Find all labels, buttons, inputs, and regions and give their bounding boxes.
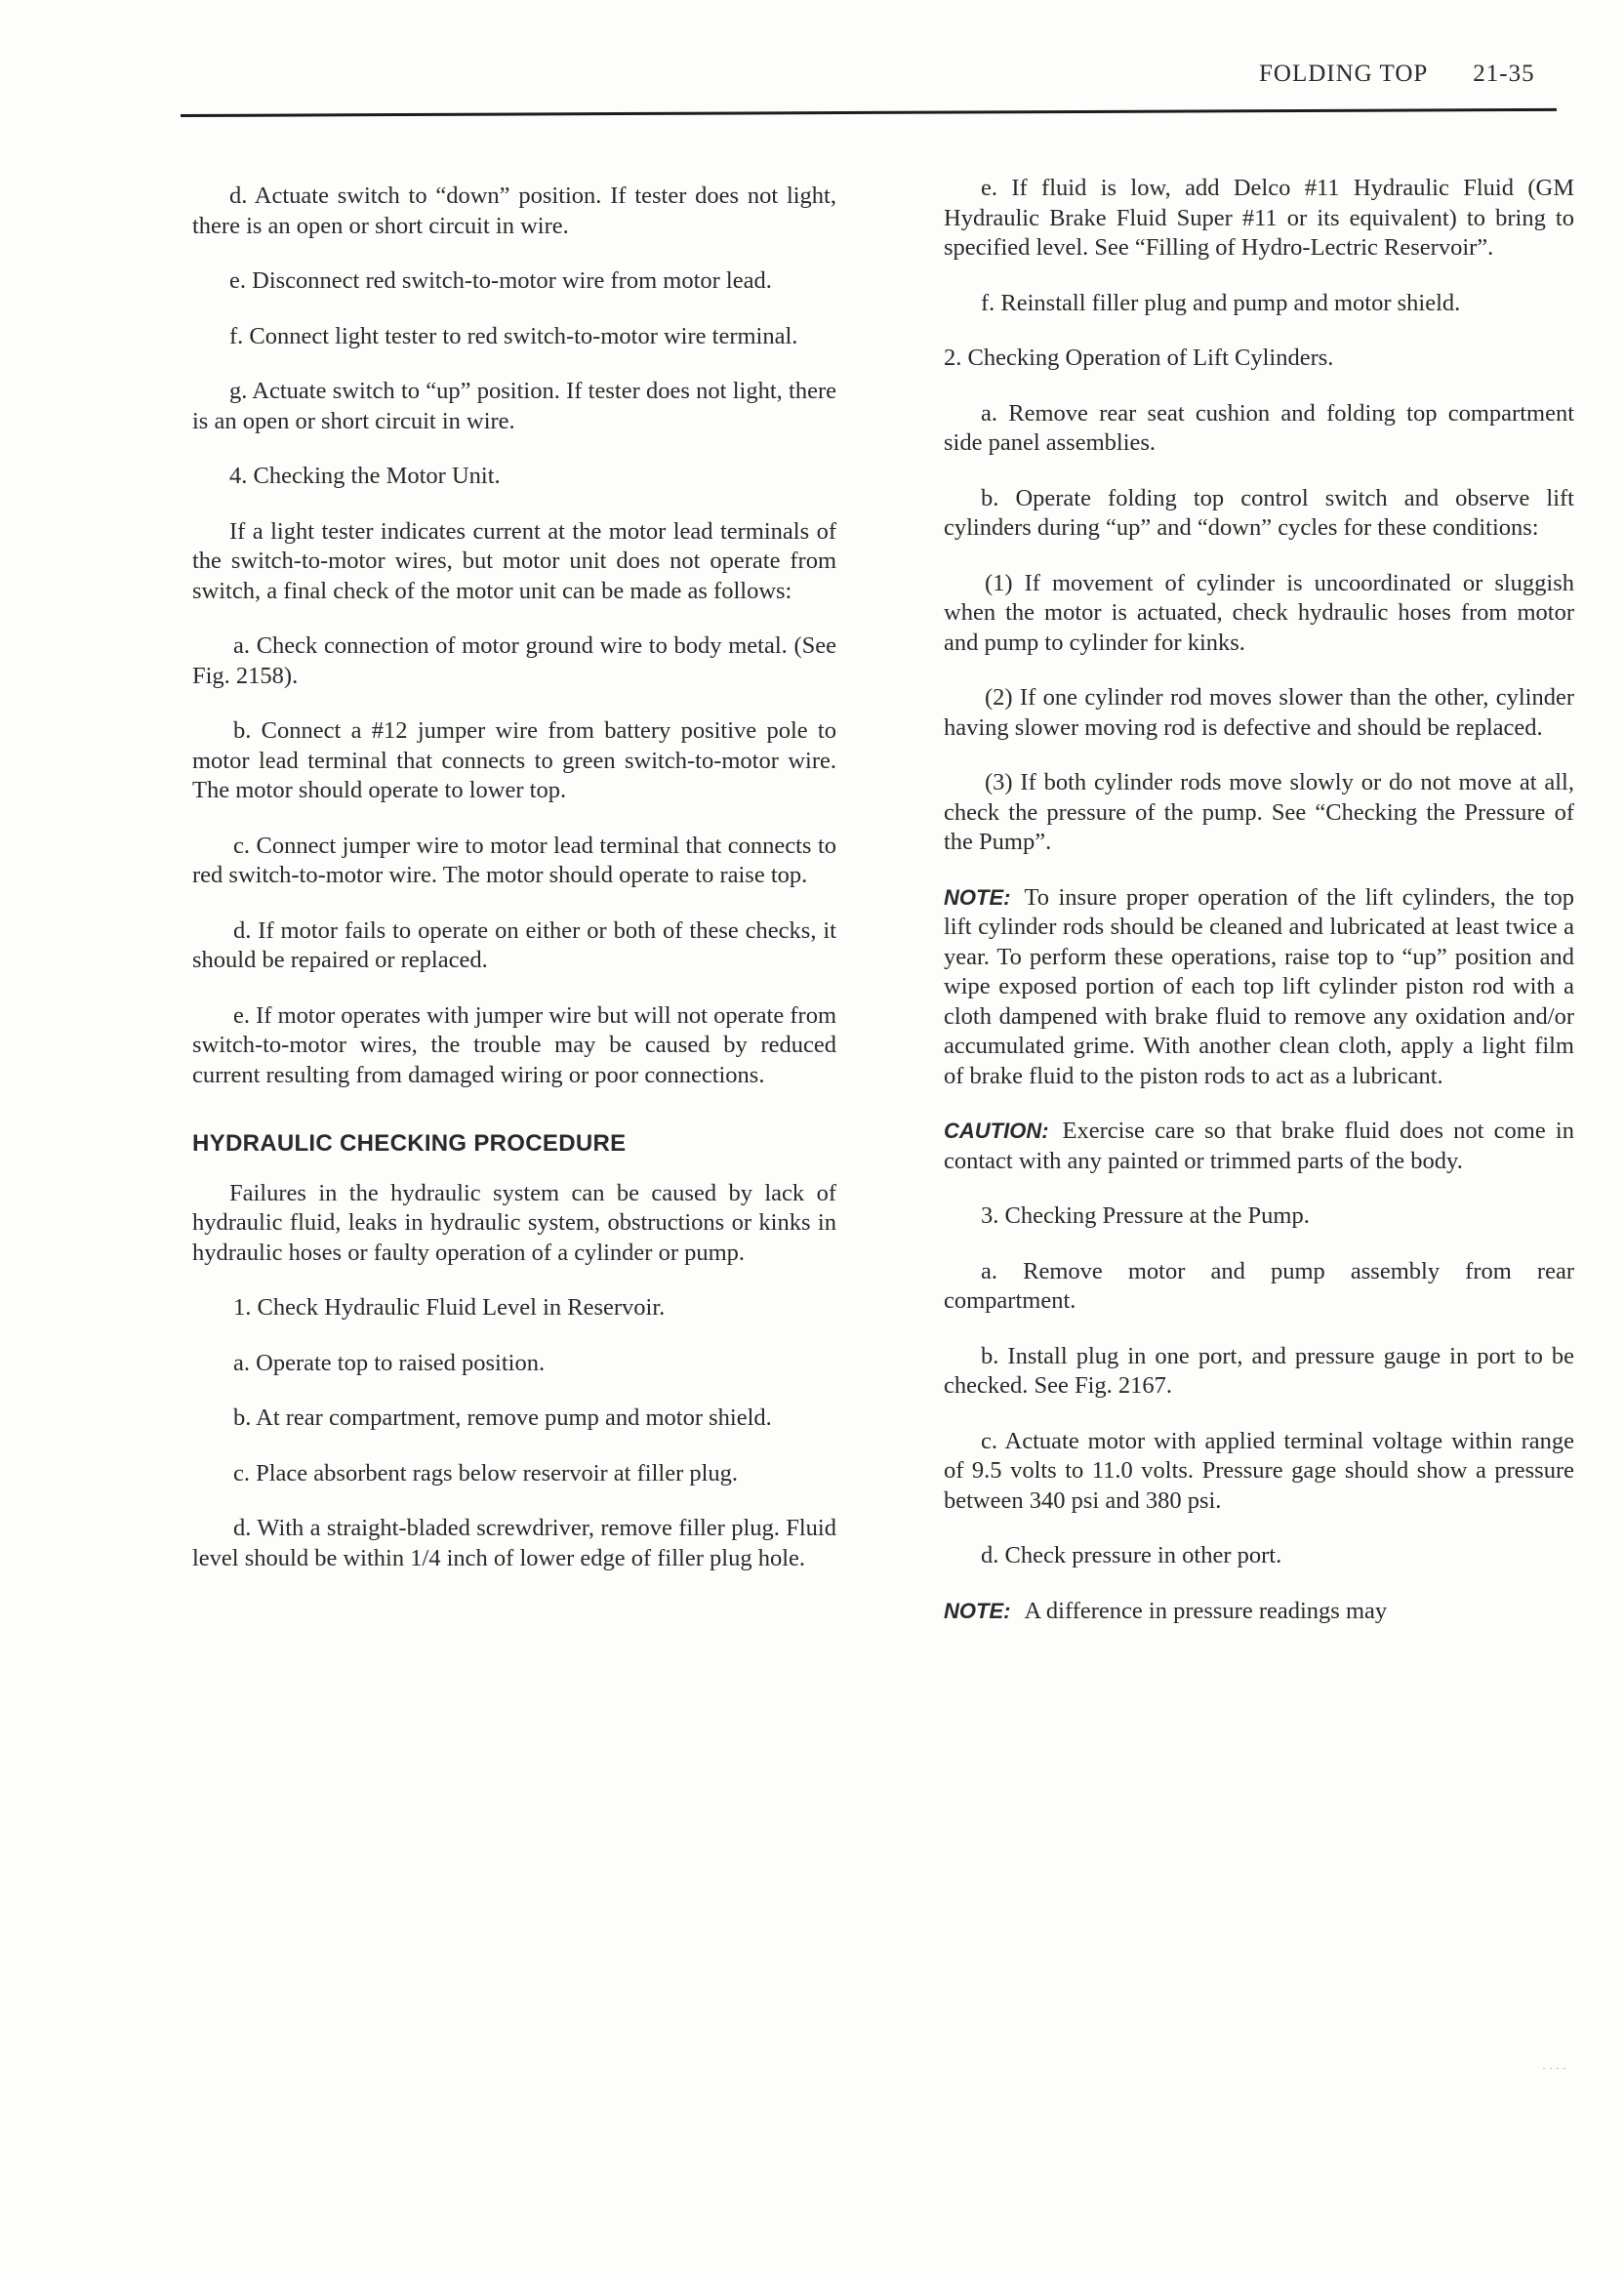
- page-number: 21-35: [1473, 61, 1535, 87]
- caution-text: Exercise care so that brake fluid does not come in contact with any painted or trimmed parts of the body.: [944, 1118, 1574, 1174]
- note-pressure-text: A difference in pressure readings may: [1024, 1597, 1388, 1624]
- step-1-check-fluid-level: 1. Check Hydraulic Fluid Level in Reservoir.: [233, 1294, 666, 1321]
- section-title: FOLDING TOP: [1259, 61, 1429, 87]
- motor-unit-intro: If a light tester indicates current at the motor lead terminals of the switch-to-motor wires, but motor unit does not operate from switch, a final check of the motor unit can be made as follows:: [192, 517, 836, 604]
- right-column: [944, 174, 1574, 1626]
- caution-brake-fluid: [944, 1117, 1574, 1176]
- step-b-install-plug: b. Install plug in one port, and pressure gauge in port to be checked. See Fig. 2167.: [944, 1342, 1574, 1399]
- step-e-reduced-current: e. If motor operates with jumper wire but will not operate from switch-to-motor wires, the trouble may be caused by reduced current resulting from damaged wiring or poor connections.: [192, 1001, 836, 1088]
- step-e-add-fluid: e. If fluid is low, add Delco #11 Hydraulic Fluid (GM Hydraulic Brake Fluid Super #11 or its equivalent) to bring to specified level. See “Filling of Hydro-Lectric Reservoir”.: [944, 175, 1574, 261]
- header-rule: [181, 108, 1557, 117]
- condition-2-slower-rod: (2) If one cylinder rod moves slower than the other, cylinder having slower moving rod is defective and should be replaced.: [944, 684, 1574, 741]
- step-a-ground-wire: a. Check connection of motor ground wire to body metal. (See Fig. 2158).: [192, 632, 836, 689]
- caution-label: CAUTION:: [944, 1119, 1049, 1143]
- step-d-check-other-port: d. Check pressure in other port.: [981, 1542, 1282, 1568]
- condition-3-slow-rods: (3) If both cylinder rods move slowly or do not move at all, check the pressure of the pump. See “Checking the Pressure of the Pump”.: [944, 769, 1574, 855]
- step-b-remove-shield: b. At rear compartment, remove pump and motor shield.: [233, 1405, 772, 1431]
- section-pressure-pump: 3. Checking Pressure at the Pump.: [981, 1202, 1310, 1229]
- note-label-2: NOTE:: [944, 1598, 1011, 1623]
- step-c-place-rags: c. Place absorbent rags below reservoir at filler plug.: [233, 1459, 739, 1486]
- hydraulic-heading: HYDRAULIC CHECKING PROCEDURE: [192, 1130, 627, 1157]
- section-lift-cylinders: 2. Checking Operation of Lift Cylinders.: [944, 345, 1334, 371]
- step-e-disconnect-red-wire: e. Disconnect red switch-to-motor wire from motor lead.: [229, 267, 772, 294]
- step-b-operate-switch: b. Operate folding top control switch and observe lift cylinders during “up” and “down” cycles for these conditions:: [944, 484, 1574, 541]
- note-pressure-difference: [944, 1597, 1574, 1627]
- step-b-jumper-wire: b. Connect a #12 jumper wire from battery positive pole to motor lead terminal that connects to green switch-to-motor wire. The motor should operate to lower top.: [192, 717, 836, 803]
- step-c-jumper-red: c. Connect jumper wire to motor lead terminal that connects to red switch-to-motor wire. The motor should operate to raise top.: [192, 832, 836, 888]
- step-f-connect-light-tester: f. Connect light tester to red switch-to-motor wire terminal.: [229, 322, 798, 349]
- condition-1-uncoordinated: (1) If movement of cylinder is uncoordinated or sluggish when the motor is actuated, check hydraulic hoses from motor and pump to cylinder for kinks.: [944, 569, 1574, 656]
- step-g-actuate-up: g. Actuate switch to “up” position. If tester does not light, there is an open or short circuit in wire.: [192, 378, 836, 434]
- section-checking-motor-unit: 4. Checking the Motor Unit.: [229, 463, 501, 489]
- left-column: [192, 174, 836, 1573]
- scan-artifact: ····: [1542, 2061, 1569, 2075]
- step-d-motor-fails: d. If motor fails to operate on either or both of these checks, it should be repaired or replaced.: [192, 916, 836, 973]
- step-a-remove-pump: a. Remove motor and pump assembly from rear compartment.: [944, 1257, 1574, 1314]
- note-lubrication-text: To insure proper operation of the lift cylinders, the top lift cylinder rods should be cleaned and lubricated at least twice a year. To perform these operations, raise top to “up” position and wipe exposed portion of each top lift cylinder piston rod with a cloth dampened with brake fluid to remove any oxidation and/or accumulated grime. With another clean cloth, apply a light film of brake fluid to the piston rods to act as a lubricant.: [944, 883, 1574, 1089]
- note-label: NOTE:: [944, 884, 1011, 910]
- step-c-actuate-motor: c. Actuate motor with applied terminal voltage within range of 9.5 volts to 11.0 volts. Pressure gage should show a pressure between 340 psi and 380 psi.: [944, 1427, 1574, 1514]
- step-f-reinstall-plug: f. Reinstall filler plug and pump and motor shield.: [981, 289, 1461, 316]
- hydraulic-intro: Failures in the hydraulic system can be caused by lack of hydraulic fluid, leaks in hydraulic system, obstructions or kinks in hydraulic hoses or faulty operation of a cylinder or pump.: [192, 1179, 836, 1266]
- step-a-raise-top: a. Operate top to raised position.: [233, 1349, 546, 1376]
- step-d-actuate-down: d. Actuate switch to “down” position. If tester does not light, there is an open or short circuit in wire.: [192, 183, 836, 239]
- note-lubrication: [944, 883, 1574, 1092]
- step-d-remove-filler-plug: d. With a straight-bladed screwdriver, remove filler plug. Fluid level should be within 1/4 inch of lower edge of filler plug hole.: [192, 1515, 836, 1571]
- step-a-remove-seat-cushion: a. Remove rear seat cushion and folding top compartment side panel assemblies.: [944, 399, 1574, 456]
- running-header: [1259, 61, 1591, 88]
